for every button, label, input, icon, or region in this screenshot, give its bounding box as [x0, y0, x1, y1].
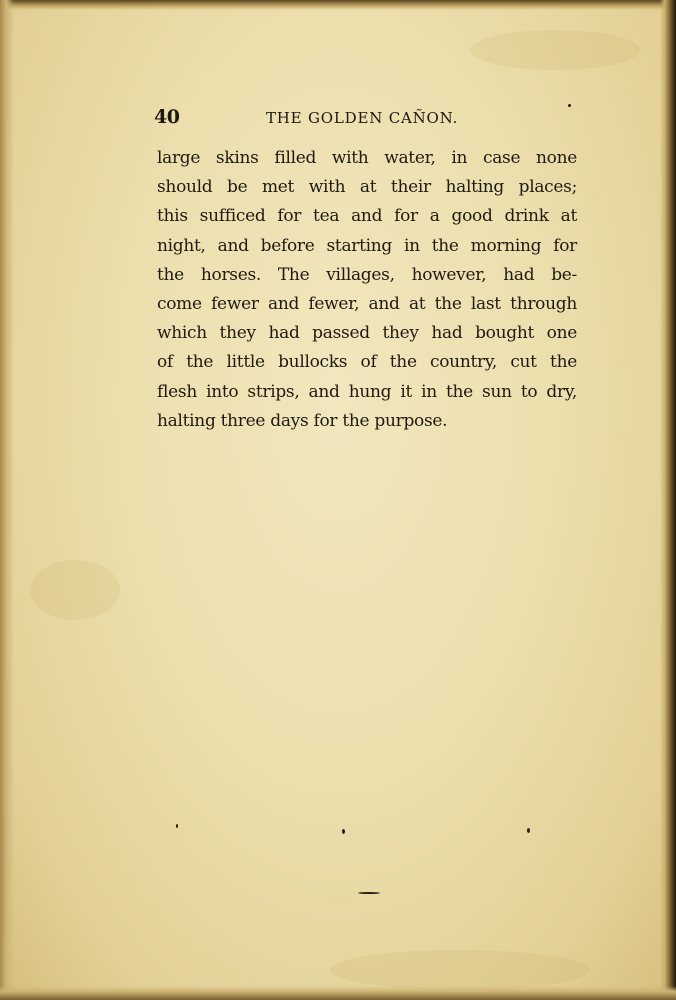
ink-speck — [358, 892, 380, 894]
text-line: of the little bullocks of the country, cut the — [157, 352, 577, 373]
page-top-edge — [0, 0, 676, 10]
running-head — [154, 106, 574, 134]
body-text — [157, 144, 577, 436]
ink-speck — [342, 829, 345, 834]
text-line: should be met with at their halting places; — [157, 177, 577, 198]
page-left-edge — [0, 0, 14, 1000]
text-line: large skins filled with water, in case none — [157, 148, 577, 168]
page-bottom-edge — [0, 986, 676, 1000]
ink-speck — [527, 828, 530, 833]
ink-speck — [568, 104, 571, 107]
text-line: flesh into strips, and hung it in the sun to dry, — [157, 381, 577, 402]
text-line: come fewer and fewer, and at the last through — [157, 293, 577, 314]
running-title: THE GOLDEN CAÑON. — [266, 109, 459, 127]
text-line: night, and before starting in the morning for — [157, 235, 577, 256]
paper-stain — [470, 30, 640, 70]
text-line: this sufficed for tea and for a good drink at — [157, 206, 577, 227]
page-number: 40 — [154, 106, 180, 128]
ink-speck — [176, 824, 178, 828]
paper-stain — [30, 560, 120, 620]
paper-stain — [330, 950, 590, 990]
text-line: which they had passed they had bought one — [157, 323, 577, 344]
text-line: halting three days for the purpose. — [157, 410, 448, 431]
page-right-edge — [660, 0, 676, 1000]
text-line: the horses. The villages, however, had be- — [157, 264, 577, 285]
